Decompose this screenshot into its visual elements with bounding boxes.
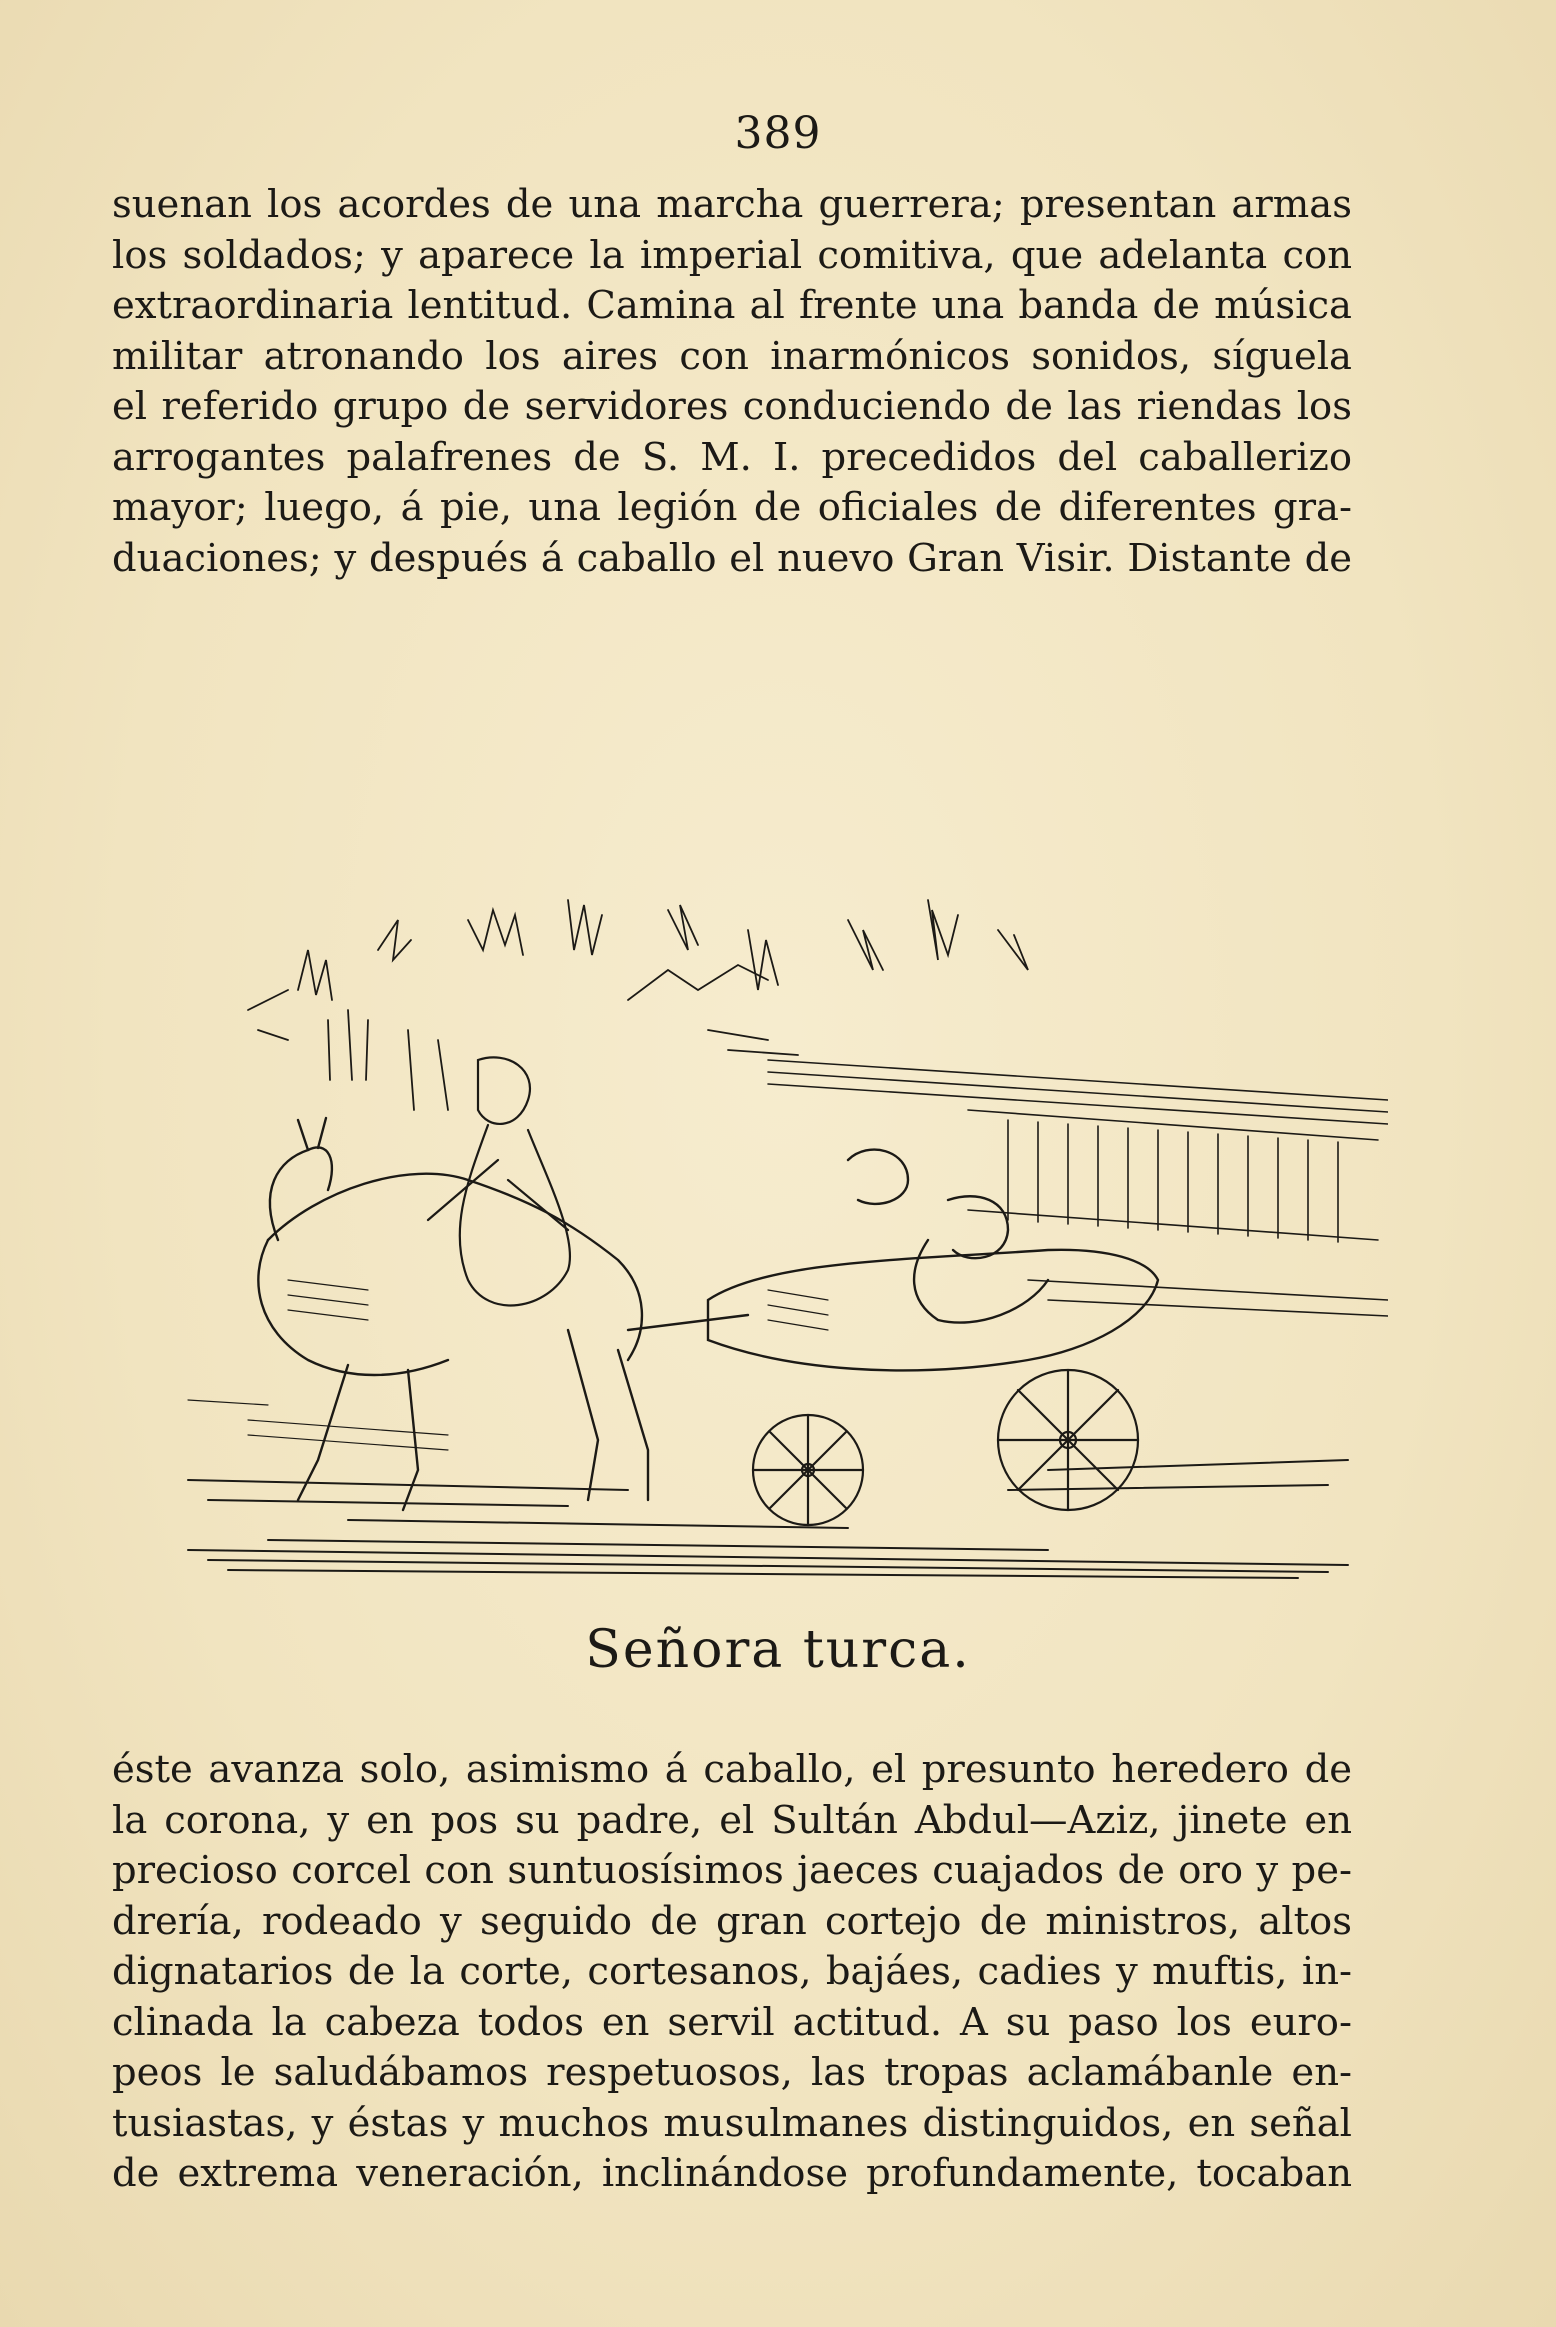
text-line: arrogantes palafrenes de S. M. I. precedidos del caballerizo — [112, 434, 1352, 480]
text-line: éste avanza solo, asimismo á caballo, el presunto heredero de — [112, 1747, 1352, 1792]
carriage-wheels — [753, 1370, 1138, 1525]
text-line: peos le saludábamos respetuosos, las tropas aclamábanle en- — [112, 2050, 1352, 2095]
text-line: precioso corcel con suntuosísimos jaeces cuajados de oro y pe- — [112, 1848, 1352, 1893]
carriage — [628, 1150, 1158, 1371]
bottom-paragraph — [112, 1745, 1352, 2200]
engraving-illustration — [148, 860, 1388, 1620]
text-line: dignatarios de la corte, cortesanos, bajáes, cadies y muftis, in- — [112, 1949, 1352, 1994]
text-line: militar atronando los aires con inarmónicos sonidos, síguela — [112, 333, 1352, 379]
text-line: el referido grupo de servidores conduciendo de las riendas los — [112, 384, 1352, 429]
text-line: drería, rodeado y seguido de gran cortejo de ministros, altos — [112, 1898, 1352, 1944]
foliage — [248, 900, 1028, 1110]
text-line: extraordinaria lentitud. Camina al frente una banda de música — [112, 283, 1352, 328]
text-line: duaciones; y después á caballo el nuevo Gran Visir. Distante de — [112, 535, 1352, 581]
text-line: clinada la cabeza todos en servil actitud. A su paso los euro- — [112, 1999, 1352, 2045]
text-line: suenan los acordes de una marcha guerrera; presentan armas — [112, 182, 1352, 227]
ground-hatching — [188, 1460, 1348, 1578]
fence-lattice — [768, 1060, 1388, 1316]
illustration-caption: Señora turca. — [585, 1620, 971, 1680]
rider-figure — [428, 1057, 570, 1305]
text-line: mayor; luego, á pie, una legión de oficiales de diferentes gra- — [112, 485, 1352, 530]
text-line: tusiastas, y éstas y muchos musulmanes distinguidos, en señal — [112, 2100, 1352, 2146]
top-paragraph — [112, 180, 1352, 584]
text-line: la corona, y en pos su padre, el Sultán Abdul—Aziz, jinete en — [112, 1797, 1352, 1843]
page-number: 389 — [734, 108, 822, 159]
text-line: los soldados; y aparece la imperial comitiva, que adelanta con — [112, 232, 1352, 278]
text-line: de extrema veneración, inclinándose profundamente, tocaban — [112, 2151, 1352, 2196]
